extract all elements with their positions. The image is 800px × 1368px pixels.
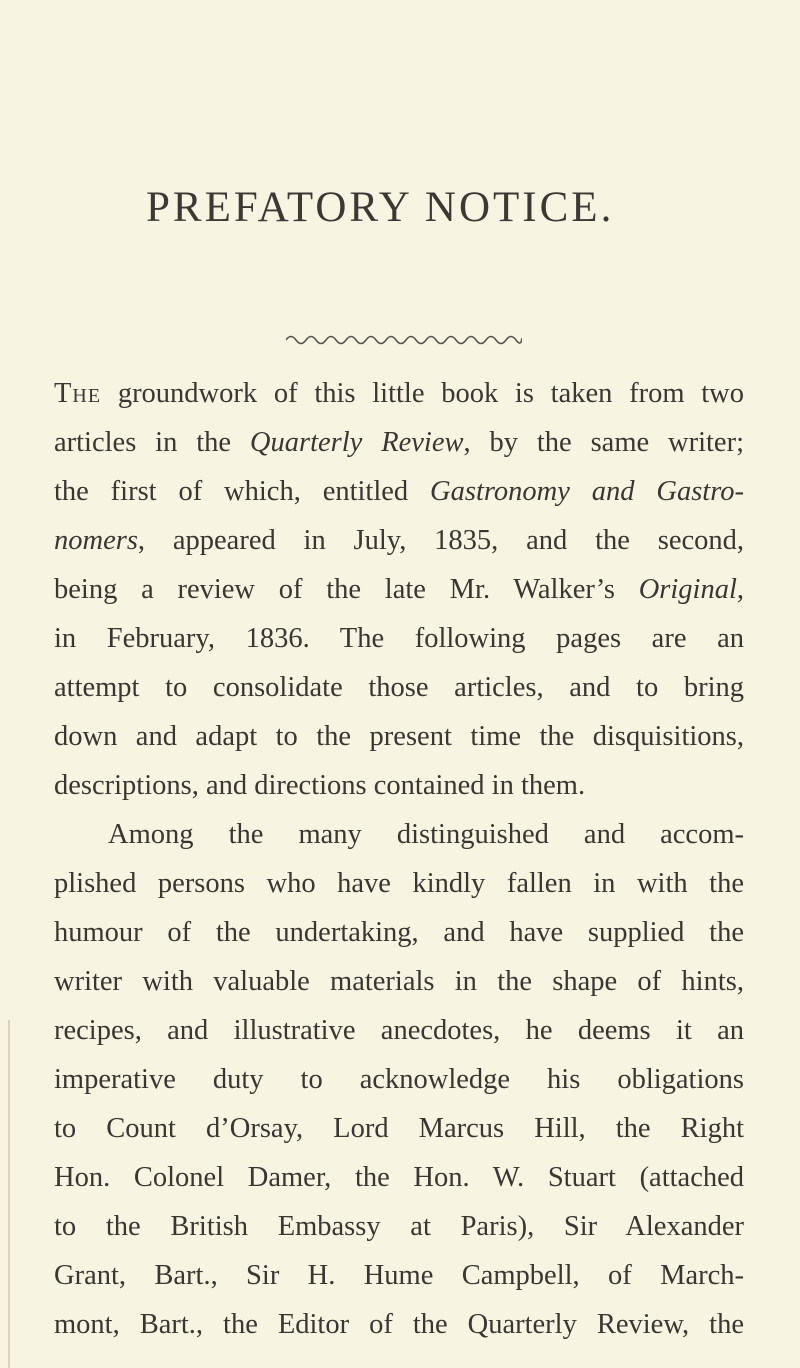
text-line: imperative duty to acknowledge his obligations bbox=[54, 1064, 744, 1095]
text-line: mont, Bart., the Editor of the Quarterly Review, the bbox=[54, 1309, 744, 1340]
lead-word: The bbox=[54, 378, 102, 409]
italic-title: Gastronomy and Gastro- bbox=[430, 476, 744, 507]
text-line: Hon. Colonel Damer, the Hon. W. Stuart (attached bbox=[54, 1162, 744, 1193]
text-line: attempt to consolidate those articles, and to bring bbox=[54, 672, 744, 703]
text-line: writer with valuable materials in the shape of hints, bbox=[54, 966, 744, 997]
italic-title: Original bbox=[638, 574, 737, 605]
text-line: being a review of the late Mr. Walker’s Original, bbox=[54, 574, 744, 605]
text-line: to the British Embassy at Paris), Sir Alexander bbox=[54, 1211, 744, 1242]
wavy-rule-ornament-icon bbox=[286, 330, 522, 346]
text-line: down and adapt to the present time the disquisitions, bbox=[54, 721, 744, 752]
page-binding-edge bbox=[8, 1020, 10, 1368]
text-line: the first of which, entitled Gastronomy and Gastro- bbox=[54, 476, 744, 507]
italic-title: nomers bbox=[54, 525, 138, 556]
text-line: nomers, appeared in July, 1835, and the second, bbox=[54, 525, 744, 556]
text-line: in February, 1836. The following pages are an bbox=[54, 623, 744, 654]
text-line: The groundwork of this little book is taken from two bbox=[54, 378, 744, 409]
text-line: recipes, and illustrative anecdotes, he deems it an bbox=[54, 1015, 744, 1046]
text-line: plished persons who have kindly fallen in with the bbox=[54, 868, 744, 899]
text-line: Among the many distinguished and accom- bbox=[108, 819, 744, 850]
page-title: PREFATORY NOTICE. bbox=[146, 184, 615, 231]
text-line: humour of the undertaking, and have supplied the bbox=[54, 917, 744, 948]
text-line: Grant, Bart., Sir H. Hume Campbell, of March- bbox=[54, 1260, 744, 1291]
text-line: articles in the Quarterly Review, by the same writer; bbox=[54, 427, 744, 458]
text-line: descriptions, and directions contained in them. bbox=[54, 770, 586, 801]
text-line: to Count d’Orsay, Lord Marcus Hill, the Right bbox=[54, 1113, 744, 1144]
body-text bbox=[54, 369, 744, 1349]
italic-title: Quarterly Review bbox=[249, 427, 464, 458]
